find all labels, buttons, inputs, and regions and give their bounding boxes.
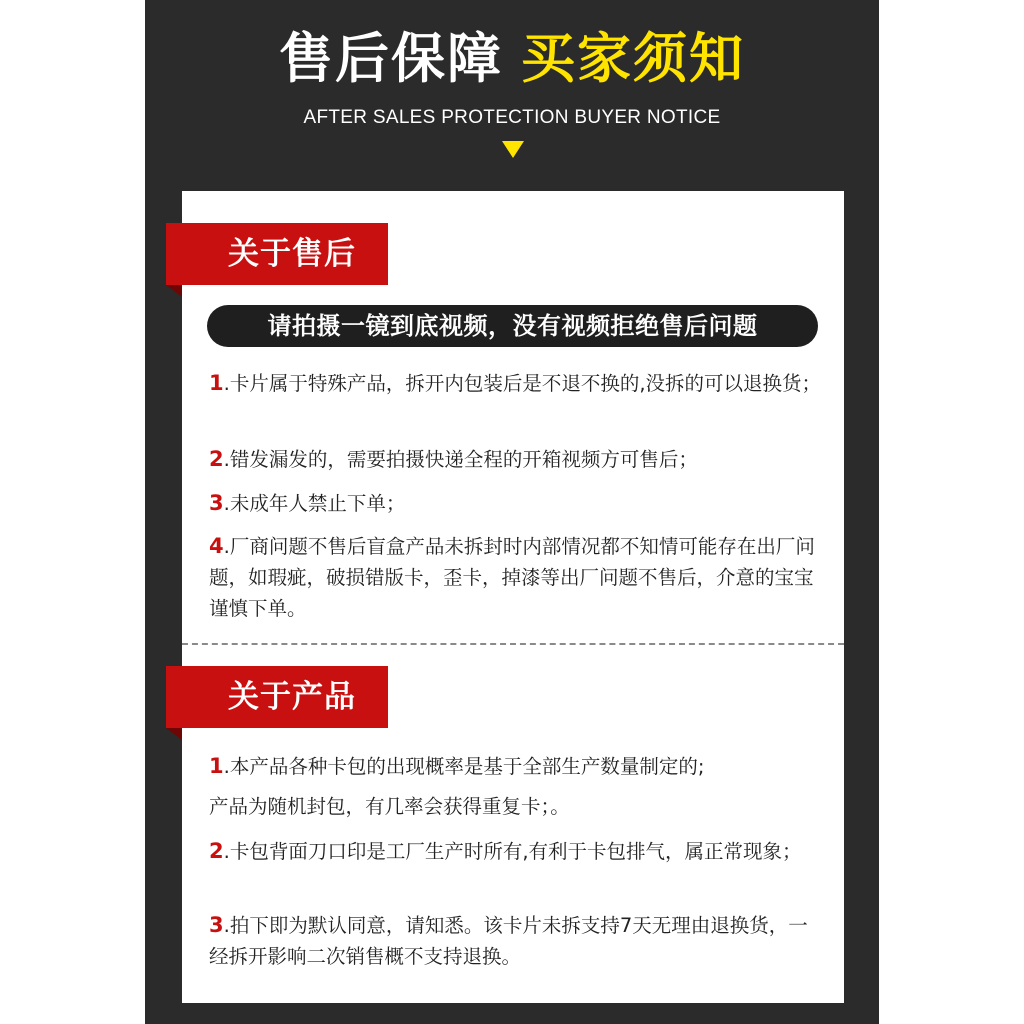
item-number: 3 [209, 491, 224, 515]
list-item [209, 910, 824, 972]
list-item [209, 751, 824, 782]
ribbon-fold-shadow [166, 285, 182, 297]
item-text: .未成年人禁止下单； [223, 492, 406, 515]
list-item [209, 791, 824, 822]
section-divider [182, 643, 844, 645]
item-text: .卡包背面刀口印是工厂生产时所有,有利于卡包排气，属正常现象； [223, 840, 802, 863]
item-text: .拍下即为默认同意，请知悉。该卡片未拆支持7天无理由退换货，一经拆开影响二次销售概不支持退换。 [209, 914, 808, 968]
item-number: 1 [209, 754, 224, 778]
item-text: 产品为随机封包，有几率会获得重复卡；。 [209, 795, 570, 818]
item-number: 4 [209, 534, 224, 558]
item-text: .本产品各种卡包的出现概率是基于全部生产数量制定的; [223, 755, 705, 778]
list-item [209, 368, 824, 399]
item-number: 2 [209, 839, 224, 863]
title-buyer-notice: 买家须知 [521, 27, 745, 90]
video-notice-banner: 请拍摄一镜到底视频，没有视频拒绝售后问题 [207, 305, 818, 347]
item-number: 3 [209, 913, 224, 937]
list-item [209, 488, 824, 519]
item-number: 1 [209, 371, 224, 395]
item-number: 2 [209, 447, 224, 471]
page-subtitle: AFTER SALES PROTECTION BUYER NOTICE [303, 107, 721, 128]
item-text: .卡片属于特殊产品，拆开内包装后是不退不换的,没拆的可以退换货； [223, 372, 822, 395]
ribbon-fold-shadow [166, 728, 182, 740]
item-text: .错发漏发的，需要拍摄快递全程的开箱视频方可售后； [223, 448, 698, 471]
list-item [209, 531, 824, 624]
title-after-sales: 售后保障 [279, 27, 503, 90]
list-item [209, 444, 824, 475]
down-arrow-icon [502, 141, 524, 158]
page-title [145, 26, 879, 92]
item-text: .厂商问题不售后盲盒产品未拆封时内部情况都不知情可能存在出厂问题，如瑕疵，破损错版卡，歪卡，掉漆等出厂问题不售后，介意的宝宝谨慎下单。 [209, 535, 815, 620]
list-item [209, 836, 824, 867]
section-heading-product: 关于产品 [166, 666, 388, 728]
section-heading-after-sales: 关于售后 [166, 223, 388, 285]
